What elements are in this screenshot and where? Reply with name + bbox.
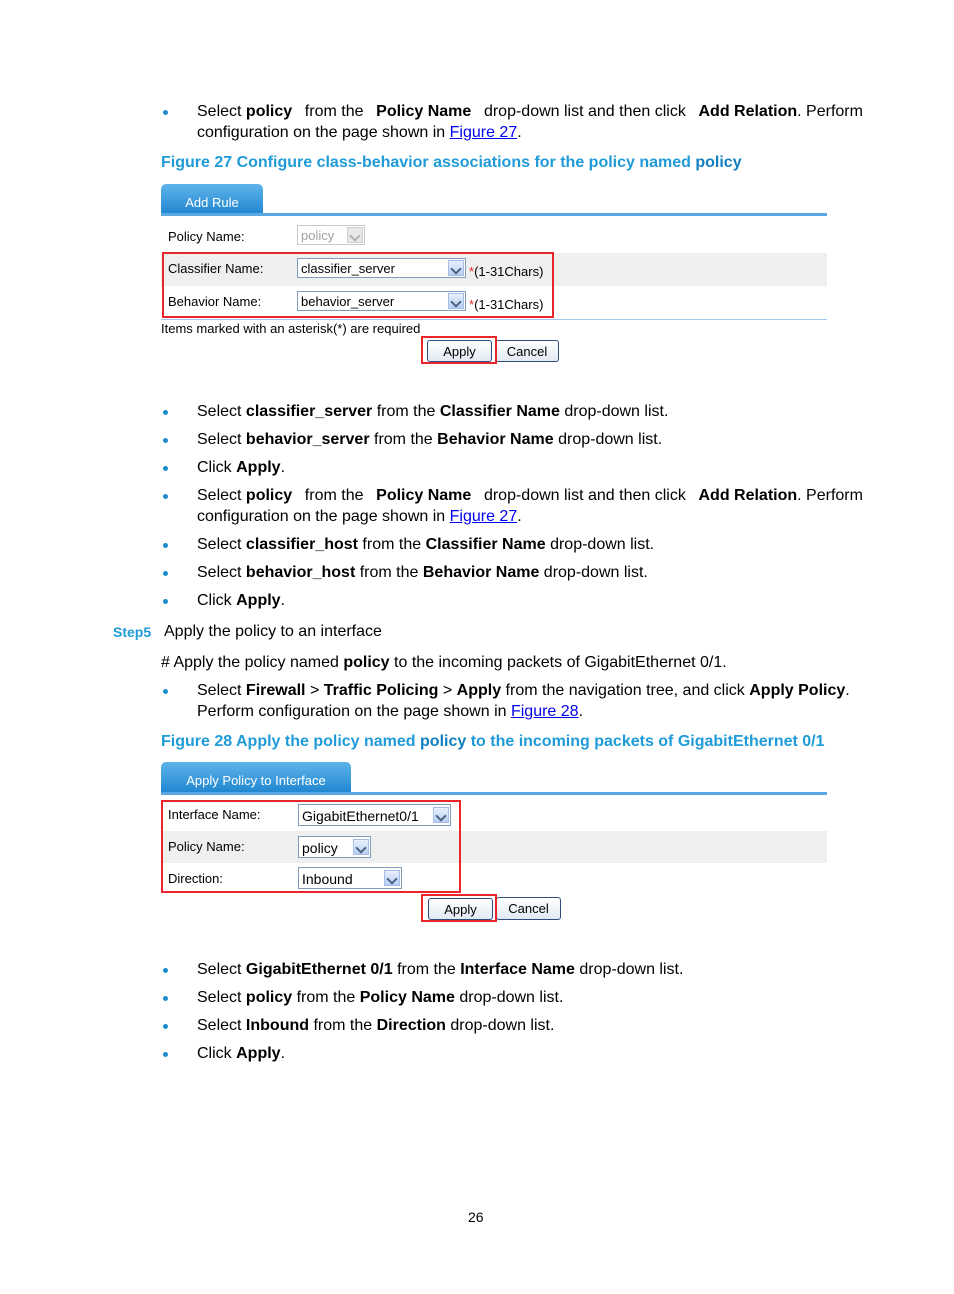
apply-button[interactable]: Apply [428, 898, 493, 920]
bullet-dot [163, 410, 168, 415]
bullet-b-line1: Select policy from the Policy Name drop-down list and then click Add Relation. Perform [197, 487, 863, 504]
list-item: Select classifier_server from the Classifier Name drop-down list. [197, 403, 669, 420]
apply-button[interactable]: Apply [427, 340, 492, 362]
bullet-dot [163, 599, 168, 604]
bullet-d-line1: Select Firewall > Traffic Policing > Apply from the navigation tree, and click Apply Policy. [197, 682, 850, 699]
bullet-dot [163, 438, 168, 443]
tab-add-rule[interactable]: Add Rule [161, 184, 263, 215]
direction-label: Direction: [168, 871, 223, 886]
panel-bottom-line [161, 319, 827, 320]
bullet-dot [163, 1024, 168, 1029]
tab-apply-policy-to-interface[interactable]: Apply Policy to Interface [161, 762, 351, 793]
list-item: Click Apply. [197, 592, 286, 609]
required-note: Items marked with an asterisk(*) are required [161, 321, 421, 336]
bullet-dot [163, 466, 168, 471]
list-item: Select GigabitEthernet 0/1 from the Interface Name drop-down list. [197, 961, 684, 978]
list-item: Click Apply. [197, 1045, 286, 1062]
bullet-dot [163, 689, 168, 694]
policy-name-label: Policy Name: [168, 229, 245, 244]
intro-bullet-line1: Select policy from the Policy Name drop-down list and then click Add Relation. Perform [197, 103, 863, 120]
list-item: Select policy from the Policy Name drop-down list. [197, 989, 564, 1006]
step-label: Step5 [113, 624, 152, 640]
direction-select[interactable]: Inbound [298, 867, 402, 889]
highlight-box [161, 800, 461, 893]
bullet-dot [163, 494, 168, 499]
classifier-hint: *(1-31Chars) [469, 264, 544, 279]
page-number: 26 [468, 1209, 484, 1225]
bullet-dot [163, 543, 168, 548]
figure-27-caption: Figure 27 Configure class-behavior associations for the policy named policy [161, 154, 742, 171]
list-item: Select classifier_host from the Classifier Name drop-down list. [197, 536, 655, 553]
list-item: Select behavior_host from the Behavior Name drop-down list. [197, 564, 648, 581]
list-item: Click Apply. [197, 459, 286, 476]
classifier-name-label: Classifier Name: [168, 261, 264, 276]
interface-name-select[interactable]: GigabitEthernet0/1 [298, 804, 451, 826]
step-text: Apply the policy to an interface [164, 623, 382, 640]
comment-line: # Apply the policy named policy to the incoming packets of GigabitEthernet 0/1. [161, 654, 727, 671]
list-item: Select behavior_server from the Behavior Name drop-down list. [197, 431, 663, 448]
figure-28-caption: Figure 28 Apply the policy named policy to the incoming packets of GigabitEthernet 0/1 [161, 733, 825, 750]
bullet-dot [163, 996, 168, 1001]
apply-highlight-box [421, 336, 497, 364]
bullet-b-line2: configuration on the page shown in Figure 27. [197, 508, 522, 525]
bullet-d-line2: Perform configuration on the page shown in Figure 28. [197, 703, 584, 720]
bullet-dot [163, 968, 168, 973]
policy-name-select[interactable]: policy [298, 836, 371, 858]
cancel-button[interactable]: Cancel [496, 897, 561, 920]
figure-28-link[interactable]: Figure 28 [510, 703, 579, 720]
behavior-name-label: Behavior Name: [168, 294, 262, 309]
apply-highlight-box [421, 894, 497, 922]
cancel-button[interactable]: Cancel [495, 340, 559, 362]
list-item: Select Inbound from the Direction drop-down list. [197, 1017, 555, 1034]
intro-bullet-line2: configuration on the page shown in Figure 27. [197, 124, 522, 141]
bullet-dot [163, 110, 168, 115]
interface-name-label: Interface Name: [168, 807, 261, 822]
policy-name-label: Policy Name: [168, 839, 245, 854]
bullet-dot [163, 571, 168, 576]
tab-underline [161, 792, 827, 795]
bullet-dot [163, 1052, 168, 1057]
figure-27-link[interactable]: Figure 27 [449, 124, 518, 141]
policy-name-select[interactable]: policy [297, 225, 365, 245]
behavior-name-select[interactable]: behavior_server [297, 291, 466, 311]
classifier-name-select[interactable]: classifier_server [297, 258, 466, 278]
highlight-box [162, 252, 554, 318]
behavior-hint: *(1-31Chars) [469, 297, 544, 312]
chevron-down-icon [347, 227, 363, 243]
figure-27-link[interactable]: Figure 27 [449, 508, 518, 525]
tab-underline [161, 213, 827, 216]
